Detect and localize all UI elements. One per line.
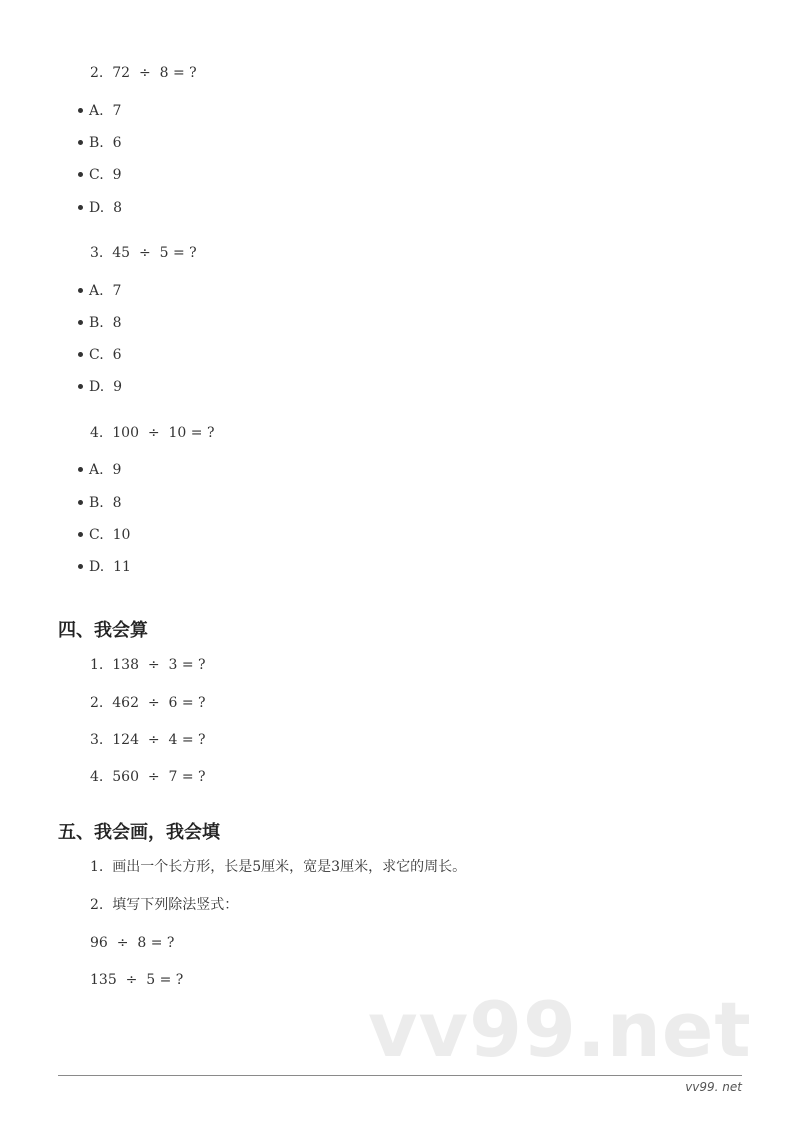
calc-item: 2. 462 ÷ 6 = ? — [90, 695, 206, 711]
bullet-icon — [78, 352, 83, 357]
draw-item: 2. 填写下列除法竖式： — [90, 897, 239, 913]
bullet-icon — [78, 108, 83, 113]
bullet-icon — [78, 564, 83, 569]
option-a: A. 7 — [78, 282, 121, 300]
bullet-icon — [78, 532, 83, 537]
option-c: C. 6 — [78, 346, 121, 364]
draw-item: 1. 画出一个长方形，长是5厘米，宽是3厘米，求它的周长。 — [90, 859, 467, 875]
option-d: D. 8 — [78, 199, 122, 217]
option-b: B. 8 — [78, 314, 122, 332]
watermark: vv99.net — [368, 985, 752, 1074]
calc-item: 4. 560 ÷ 7 = ? — [90, 769, 206, 785]
bullet-icon — [78, 384, 83, 389]
option-a: A. 9 — [78, 461, 121, 479]
question-4: 4. 100 ÷ 10 = ? — [90, 425, 215, 441]
bullet-icon — [78, 140, 83, 145]
footer-divider — [58, 1075, 742, 1076]
bullet-icon — [78, 172, 83, 177]
option-b: B. 6 — [78, 134, 122, 152]
bullet-icon — [78, 320, 83, 325]
option-c: C. 9 — [78, 166, 121, 184]
bullet-icon — [78, 205, 83, 210]
question-3: 3. 45 ÷ 5 = ? — [90, 245, 197, 261]
bullet-icon — [78, 467, 83, 472]
footer-source: vv99. net — [685, 1080, 742, 1094]
option-a: A. 7 — [78, 102, 121, 120]
section-heading: 四、我会算 — [58, 620, 148, 641]
calc-item: 1. 138 ÷ 3 = ? — [90, 657, 206, 673]
option-b: B. 8 — [78, 494, 122, 512]
calc-item: 3. 124 ÷ 4 = ? — [90, 732, 206, 748]
section-heading: 五、我会画，我会填 — [58, 822, 220, 843]
equation: 96 ÷ 8 = ? — [90, 935, 175, 951]
bullet-icon — [78, 288, 83, 293]
option-d: D. 11 — [78, 558, 131, 576]
option-d: D. 9 — [78, 378, 122, 396]
question-2: 2. 72 ÷ 8 = ? — [90, 65, 197, 81]
option-c: C. 10 — [78, 526, 130, 544]
equation: 135 ÷ 5 = ? — [90, 972, 184, 988]
bullet-icon — [78, 500, 83, 505]
